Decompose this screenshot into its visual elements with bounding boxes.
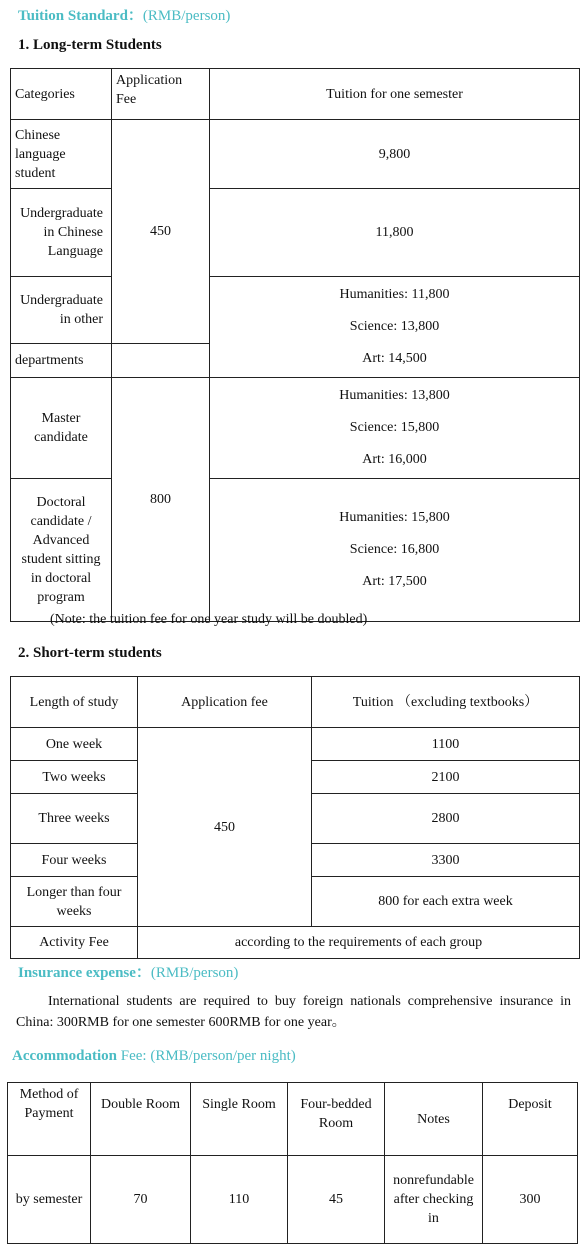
header-single-room: Single Room — [191, 1083, 288, 1156]
short-tuition-cell: 800 for each extra week — [312, 877, 580, 927]
activity-fee-label: Activity Fee — [11, 927, 138, 959]
category-cell: Undergraduate in other — [11, 277, 112, 344]
header-method-of-payment: Method of Payment — [8, 1083, 91, 1156]
payment-method-cell: by semester — [8, 1156, 91, 1244]
short-tuition-cell: 1100 — [312, 728, 580, 761]
length-cell: Three weeks — [11, 794, 138, 844]
tuition-cell: Humanities: 15,800 Science: 16,800 Art: 17,500 — [210, 479, 580, 622]
tuition-cell: 9,800 — [210, 120, 580, 189]
short-tuition-cell: 2100 — [312, 761, 580, 794]
header-notes: Notes — [385, 1083, 483, 1156]
header-application-fee: Application fee — [138, 677, 312, 728]
header-categories: Categories — [11, 69, 112, 120]
header-length: Length of study — [11, 677, 138, 728]
long-term-heading: 1. Long-term Students — [18, 37, 162, 53]
four-bedded-room-price: 45 — [288, 1156, 385, 1244]
application-fee-450: 450 — [112, 120, 210, 344]
category-cell: Doctoral candidate / Advanced student sitting in doctoral program — [11, 479, 112, 622]
short-term-table — [10, 676, 580, 959]
notes-cell: nonrefundable after checking in — [385, 1156, 483, 1244]
short-application-fee: 450 — [138, 728, 312, 927]
insurance-heading: Insurance expense：(RMB/person) — [18, 965, 239, 981]
accommodation-heading: Accommodation Fee: (RMB/person/per night) — [12, 1048, 296, 1064]
length-cell: Longer than four weeks — [11, 877, 138, 927]
long-term-table — [10, 68, 580, 622]
accommodation-table — [7, 1082, 578, 1244]
length-cell: Four weeks — [11, 844, 138, 877]
tuition-cell: 11,800 — [210, 189, 580, 277]
short-term-heading: 2. Short-term students — [18, 645, 162, 661]
category-cell: departments — [11, 344, 112, 378]
header-double-room: Double Room — [91, 1083, 191, 1156]
short-tuition-cell: 3300 — [312, 844, 580, 877]
header-tuition: Tuition for one semester — [210, 69, 580, 120]
header-application-fee: Application Fee — [112, 69, 210, 120]
category-cell: Undergraduate in Chinese Language — [11, 189, 112, 277]
length-cell: Two weeks — [11, 761, 138, 794]
tuition-cell: Humanities: 11,800 Science: 13,800 Art: 14,500 — [210, 277, 580, 378]
header-deposit: Deposit — [483, 1083, 578, 1156]
tuition-note: (Note: the tuition fee for one year study will be doubled) — [50, 612, 368, 627]
double-room-price: 70 — [91, 1156, 191, 1244]
application-fee-800: 800 — [112, 378, 210, 622]
header-four-bedded-room: Four-bedded Room — [288, 1083, 385, 1156]
insurance-text: International students are required to buy foreign nationals comprehensive insurance in China: 300RMB for one semester 600RMB for one year。 — [16, 994, 571, 1030]
category-cell: Chinese language student — [11, 120, 112, 189]
activity-fee-value: according to the requirements of each group — [138, 927, 580, 959]
tuition-standard-heading: Tuition Standard：(RMB/person) — [18, 8, 231, 24]
length-cell: One week — [11, 728, 138, 761]
short-tuition-cell: 2800 — [312, 794, 580, 844]
category-cell: Master candidate — [11, 378, 112, 479]
single-room-price: 110 — [191, 1156, 288, 1244]
empty-fee-cell — [112, 344, 210, 378]
tuition-cell: Humanities: 13,800 Science: 15,800 Art: 16,000 — [210, 378, 580, 479]
header-tuition: Tuition （excluding textbooks） — [312, 677, 580, 728]
deposit-cell: 300 — [483, 1156, 578, 1244]
